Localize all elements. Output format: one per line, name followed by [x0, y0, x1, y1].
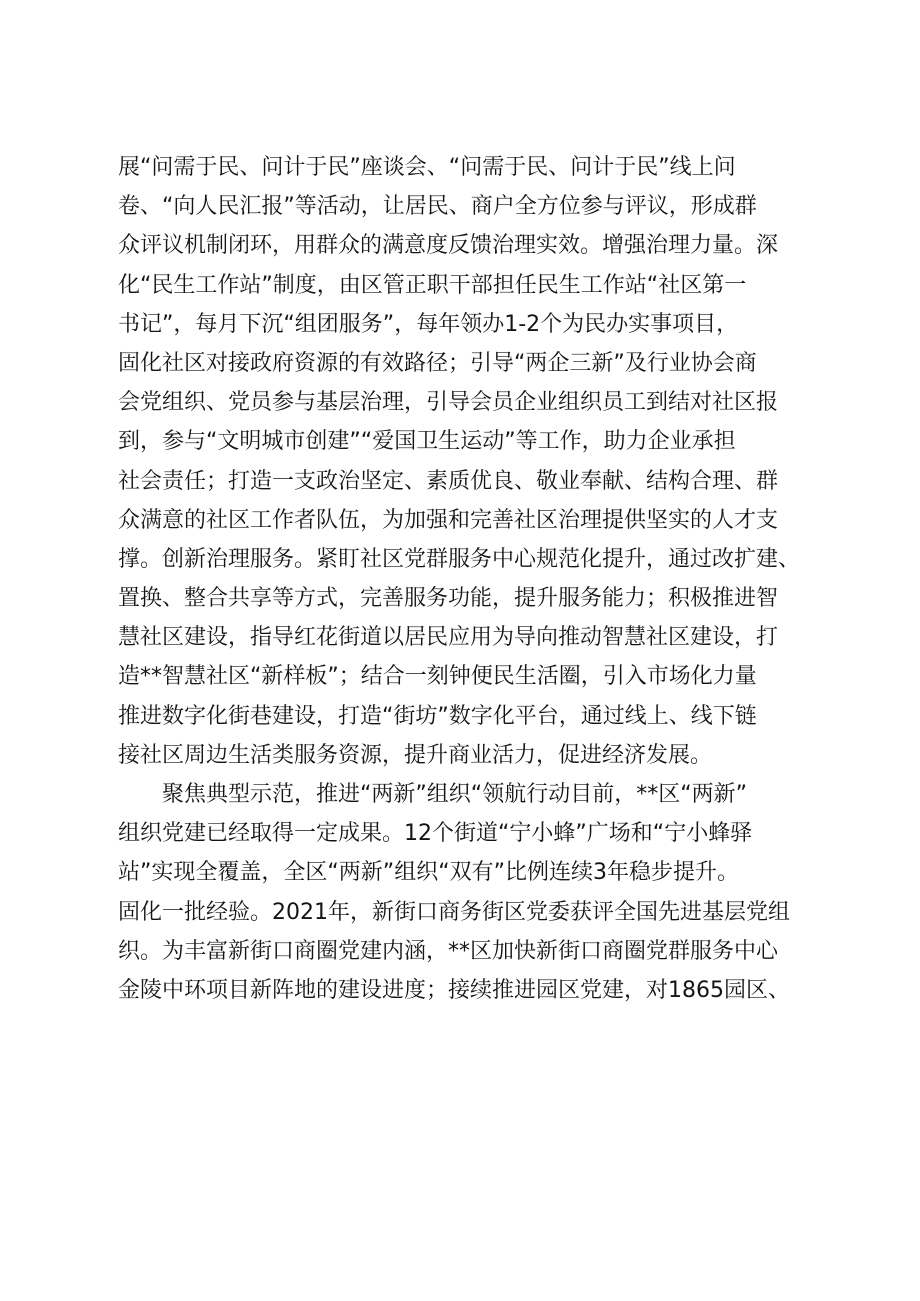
paragraph-2	[118, 775, 818, 1010]
text-line: 书记”，每月下沉“组团服务”，每年领办1-2个为民办实事项目，	[118, 311, 739, 337]
text-line: 社会责任；打造一支政治坚定、素质优良、敬业奉献、结构合理、群	[118, 468, 779, 494]
text-line: 撑。创新治理服务。紧盯社区党群服务中心规范化提升，通过改扩建、	[118, 546, 801, 572]
text-line: 会党组织、党员参与基层治理，引导会员企业组织员工到结对社区报	[118, 390, 779, 416]
text-line: 置换、整合共享等方式，完善服务功能，提升服务能力；积极推进智	[118, 586, 779, 612]
text-line: 化“民生工作站”制度，由区管正职干部担任民生工作站“社区第一	[118, 272, 747, 298]
paragraph-1	[118, 148, 818, 775]
text-line: 织。为丰富新街口商圈党建内涵，**区加快新街口商圈党群服务中心	[118, 938, 779, 964]
text-line: 聚焦典型示范，推进“两新”组织“领航行动目前，**区“两新”	[118, 782, 747, 807]
document-body	[118, 148, 818, 1010]
text-line: 慧社区建设，指导红花街道以居民应用为导向推动智慧社区建设，打	[118, 625, 779, 651]
text-line: 站”实现全覆盖，全区“两新”组织“双有”比例连续3年稳步提升。	[118, 860, 739, 886]
text-line: 众满意的社区工作者队伍，为加强和完善社区治理提供坚实的人才支	[118, 507, 779, 533]
text-line: 到，参与“文明城市创建”“爱国卫生运动”等工作，助力企业承担	[118, 429, 736, 455]
text-line: 组织党建已经取得一定成果。12个街道“宁小蜂”广场和“宁小蜂驿	[118, 821, 753, 847]
text-line: 固化社区对接政府资源的有效路径；引导“两企三新”及行业协会商	[118, 350, 757, 376]
text-line: 众评议机制闭环，用群众的满意度反馈治理实效。增强治理力量。深	[118, 233, 779, 259]
text-line: 接社区周边生活类服务资源，提升商业活力，促进经济发展。	[118, 742, 713, 768]
text-line: 固化一批经验。2021年，新街口商务街区党委获评全国先进基层党组	[118, 899, 790, 925]
text-line: 展“问需于民、问计于民”座谈会、“问需于民、问计于民”线上问	[118, 155, 736, 180]
text-line: 推进数字化街巷建设，打造“街坊”数字化平台，通过线上、线下链	[118, 703, 757, 729]
text-line: 金陵中环项目新阵地的建设进度；接续推进园区党建，对1865园区、	[118, 977, 790, 1003]
text-line: 卷、“向人民汇报”等活动，让居民、商户全方位参与评议，形成群	[118, 194, 757, 220]
text-line: 造**智慧社区“新样板”；结合一刻钟便民生活圈，引入市场化力量	[118, 664, 757, 690]
